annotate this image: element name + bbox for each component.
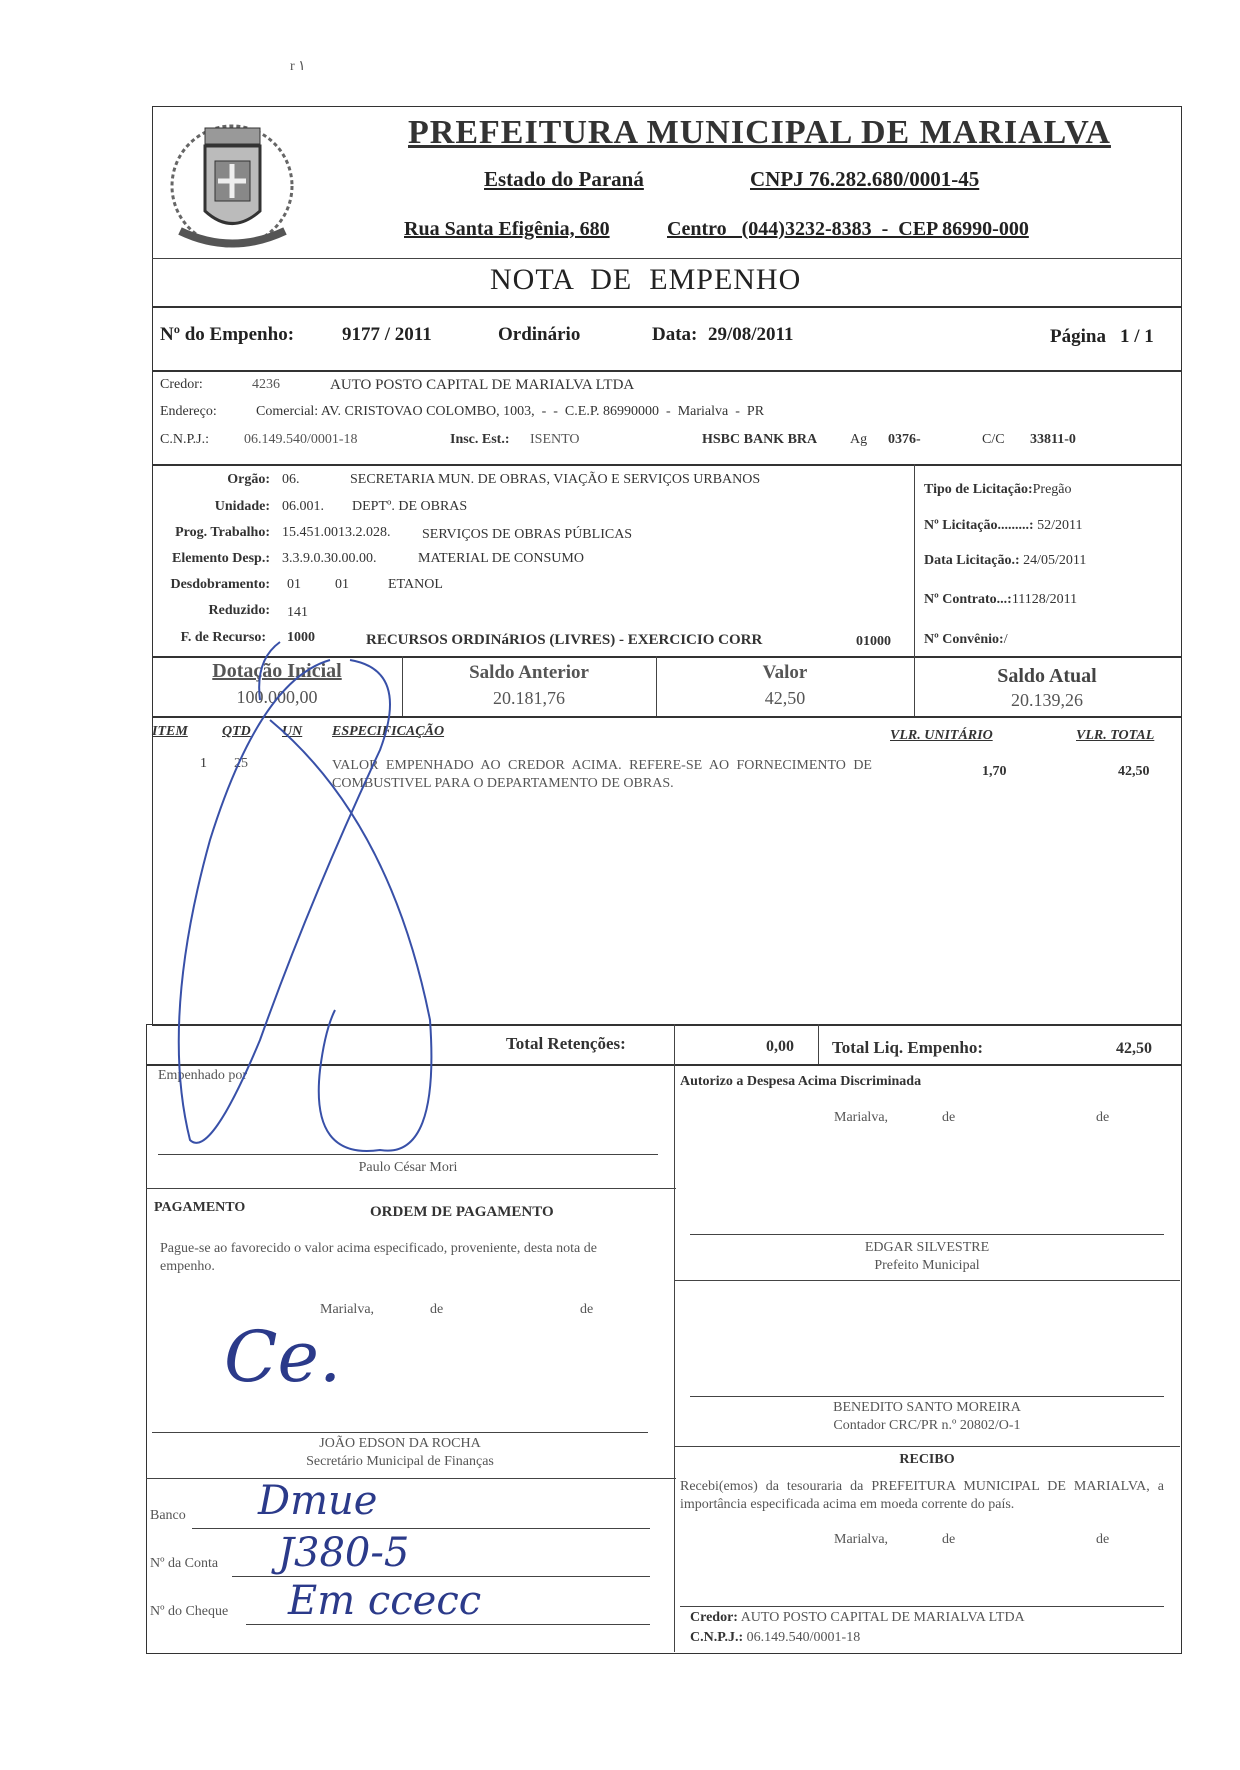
empenho-type: Ordinário [498,324,581,345]
dotacao-value: 100.000,00 [236,687,318,707]
credor-address: Comercial: AV. CRISTOVAO COLOMBO, 1003, - - C.E.P. 86990000 - Marialva - PR [256,404,765,419]
page-title: PREFEITURA MUNICIPAL DE MARIALVA [408,114,1111,151]
liquido-label: Total Liq. Empenho: [832,1038,983,1057]
col-un: UN [282,724,303,739]
reduzido-label: Reduzido: [208,603,270,618]
contador-name: BENEDITO SANTO MOREIRA [833,1400,1021,1415]
prefeito-title: Prefeito Municipal [874,1258,980,1273]
col-total: VLR. TOTAL [1076,728,1155,743]
bank-name: HSBC BANK BRA [702,432,818,447]
data-licitacao-label: Data Licitação.: [924,553,1020,568]
fonte-value: 1000 [287,630,315,645]
elemento-value: 3.3.9.0.30.00.00. [282,551,377,566]
elemento-desc: MATERIAL DE CONSUMO [418,551,584,566]
prog-value: 15.451.0013.2.028. [282,525,391,540]
credor-label: Credor: [160,377,203,392]
scan-marks: r ۱ [290,59,306,74]
fonte-desc: RECURSOS ORDINáRIOS (LIVRES) - EXERCICIO CORR [366,632,763,648]
licitacao-label: Nº Licitação.........: [924,518,1034,533]
de-2a: de [430,1302,444,1317]
desdobramento-1: 01 [287,577,301,592]
saldo-anterior-value: 20.181,76 [493,688,565,708]
conta-handwritten: J380-5 [278,1530,410,1576]
valor-value: 42,50 [764,688,806,708]
empenhado-label: Empenhado por [158,1068,248,1083]
prefeito-name: EDGAR SILVESTRE [864,1240,990,1255]
desdobramento-2: 01 [335,577,349,592]
date-label: Data: [652,324,698,345]
cnpj-label: C.N.P.J.: [160,432,210,447]
secretario-title: Secretário Municipal de Finanças [306,1454,494,1469]
de-2b: de [580,1302,594,1317]
recibo-credor-label: Credor: [690,1610,738,1625]
elemento-label: Elemento Desp.: [172,551,270,566]
reduzido-value: 141 [287,605,308,620]
page-label: Página [1050,326,1106,347]
recibo-title: RECIBO [899,1452,955,1467]
marialva-date-3: Marialva, [834,1532,889,1547]
empenhado-name: Paulo César Mori [358,1160,458,1175]
cnpj-text: CNPJ 76.282.680/0001-45 [750,167,980,191]
recibo-cnpj: 06.149.540/0001-18 [746,1630,861,1645]
insc-value: ISENTO [530,432,580,447]
convenio-label: Nº Convênio: [924,632,1004,647]
orgao-value: 06. [282,472,300,487]
banco-handwritten: Dmue [258,1478,378,1524]
state-text: Estado do Paraná [484,167,644,191]
col-especificacao: ESPECIFICAÇÃO [332,724,445,739]
liquido-value: 42,50 [1116,1040,1152,1057]
valor-label: Valor [762,662,808,683]
page-value: 1 / 1 [1120,326,1154,347]
unidade-label: Unidade: [214,499,270,514]
empenho-number: 9177 / 2011 [342,324,432,345]
handwritten-initials: Ce. [224,1316,342,1398]
cheque-label: Nº do Cheque [150,1604,229,1619]
licitacao-value: 52/2011 [1037,518,1083,533]
de-1b: de [1096,1110,1110,1125]
recibo-credor: AUTO POSTO CAPITAL DE MARIALVA LTDA [740,1610,1025,1625]
item-spec: VALOR EMPENHADO AO CREDOR ACIMA. REFERE-SE AO FORNECIMENTO DE COMBUSTIVEL PARA O DEPARTAMENTO DE OBRAS. [332,758,872,791]
unidade-desc: DEPTº. DE OBRAS [352,499,468,514]
tipo-value: Pregão [1032,482,1072,497]
retencoes-value: 0,00 [766,1038,794,1055]
address-contact: Centro (044)3232-8383 - CEP 86990-000 [667,218,1029,240]
conta-label: Nº da Conta [150,1556,219,1571]
item-qtd: 25 [234,756,248,771]
ag-label: Ag [850,432,868,447]
ordem-pagamento-title: ORDEM DE PAGAMENTO [370,1204,554,1220]
cheque-handwritten: Em ccecc [288,1578,482,1624]
item-total: 42,50 [1118,764,1150,779]
insc-label: Insc. Est.: [450,432,510,447]
credor-code: 4236 [252,377,280,392]
orgao-label: Orgão: [227,472,270,487]
address-label: Endereço: [160,404,217,419]
unidade-value: 06.001. [282,499,324,514]
item-unit-price: 1,70 [982,764,1007,779]
recibo-text: Recebi(emos) da tesouraria da PREFEITURA MUNICIPAL DE MARIALVA, a importância especificada acima em moeda corrente do país. [680,1479,1164,1512]
cc-value: 33811-0 [1030,432,1076,447]
de-3a: de [942,1532,956,1547]
date-value: 29/08/2011 [708,324,794,345]
fonte-label: F. de Recurso: [180,630,266,645]
saldo-anterior-label: Saldo Anterior [469,662,589,683]
tipo-label: Tipo de Licitação: [924,482,1033,497]
pagamento-text: Pague-se ao favorecido o valor acima especificado, proveniente, desta nota de empenho. [160,1241,597,1274]
secretario-name: JOÃO EDSON DA ROCHA [319,1436,481,1451]
credor-cnpj: 06.149.540/0001-18 [244,432,358,447]
de-1a: de [942,1110,956,1125]
handwritten-signature-strokes [150,640,470,1180]
col-item: ITEM [152,724,188,739]
data-licitacao-value: 24/05/2011 [1023,553,1087,568]
autorizo-text: Autorizo a Despesa Acima Discriminada [680,1074,922,1089]
address-text: Rua Santa Efigênia, 680 [404,218,610,240]
de-3b: de [1096,1532,1110,1547]
dotacao-label: Dotação Inicial [212,660,342,682]
recibo-cnpj-label: C.N.P.J.: [690,1630,744,1645]
convenio-value: / [1003,632,1008,647]
saldo-atual-value: 20.139,26 [1011,690,1083,710]
fonte-code: 01000 [856,634,891,649]
retencoes-label: Total Retenções: [506,1034,626,1053]
contrato-label: Nº Contrato...: [924,592,1012,607]
desdobramento-label: Desdobramento: [170,577,270,592]
pagamento-label: PAGAMENTO [154,1200,246,1215]
prog-desc: SERVIÇOS DE OBRAS PÚBLICAS [422,527,633,542]
contador-title: Contador CRC/PR n.º 20802/O-1 [833,1418,1021,1433]
contrato-value: 11128/2011 [1011,592,1078,607]
document-title: NOTA DE EMPENHO [490,263,802,296]
banco-label: Banco [150,1508,186,1523]
item-number: 1 [200,756,207,771]
saldo-atual-label: Saldo Atual [997,665,1097,687]
marialva-date-2: Marialva, [320,1302,375,1317]
credor-name: AUTO POSTO CAPITAL DE MARIALVA LTDA [330,377,635,393]
prog-label: Prog. Trabalho: [175,525,270,540]
coat-of-arms-icon [160,106,305,256]
empenho-label: Nº do Empenho: [160,324,295,345]
cc-label: C/C [982,432,1005,447]
orgao-desc: SECRETARIA MUN. DE OBRAS, VIAÇÃO E SERVIÇOS URBANOS [350,472,761,487]
marialva-date-1: Marialva, [834,1110,889,1125]
desdobramento-desc: ETANOL [388,577,443,592]
col-qtd: QTD [222,724,251,739]
col-unitario: VLR. UNITÁRIO [890,728,993,743]
ag-value: 0376- [888,432,921,447]
